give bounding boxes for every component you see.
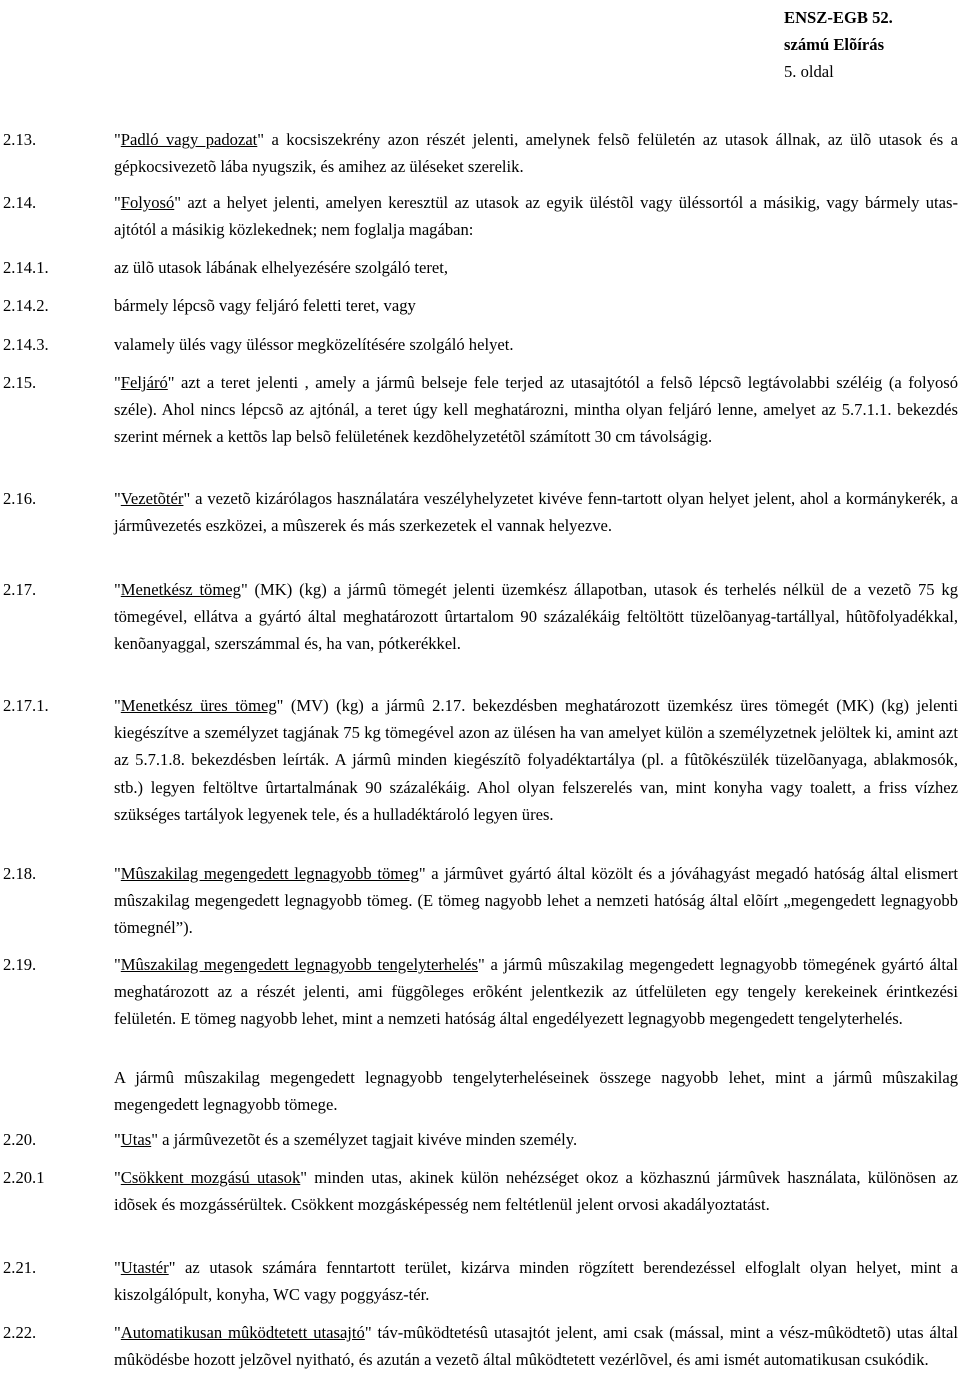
- definition-text: "Padló vagy padozat" a kocsiszekrény azon részét jelenti, amelynek felsõ felületén az utasok állnak, az ülõ utasok és a gépkocsivezetõ lába nyugszik, és amihez az üléseket szerelik.: [114, 130, 958, 177]
- definition-text: "Vezetõtér" a vezetõ kizárólagos használatára veszélyhelyzetet kivéve fenn-tartott olyan helyet jelent, ahol a kormánykerék, a jármûvezetés eszközei, a mûszerek és más szerkezetek el vannak helyezve.: [114, 489, 958, 536]
- section-number: 2.14.1.: [3, 258, 49, 277]
- section-number: 2.18.: [3, 864, 37, 883]
- definition-text: A jármû mûszakilag megengedett legnagyobb tengelyterheléseinek összege nagyobb lehet, mint a jármû mûszakilag megengedett legnagyobb tömege.: [114, 1068, 958, 1115]
- section-number: 2.16.: [3, 489, 37, 508]
- page-header: [784, 4, 942, 85]
- defined-term: Folyosó: [120, 193, 175, 212]
- section-number: 2.19.: [3, 955, 37, 974]
- defined-term: Utas: [120, 1130, 152, 1149]
- defined-term: Padló vagy padozat: [120, 130, 258, 149]
- definition-text: valamely ülés vagy üléssor megközelítésére szolgáló helyet.: [114, 335, 514, 354]
- definition-text: "Mûszakilag megengedett legnagyobb tengelyterhelés" a jármû mûszakilag megengedett legnagyobb tömegének gyártó által meghatározott az a részét jelenti, ami függõleges erõként jelentkezik az útfelületen egy tengely kerekeinek érintkezési felületén. E tömeg nagyobb lehet, mint a nemzeti hatóság által engedélyezett legnagyobb megengedett tengelyterhelés.: [114, 955, 959, 1029]
- definition-text: "Menetkész tömeg" (MK) (kg) a jármû tömegét jelenti üzemkész állapotban, utasok és terhelés nélkül de a vezetõ 75 kg tömegével, ellátva a gyártó által meghatározott ûrtartalom 90 százalékáig feltöltött tüzelõanyag-tartállyal, hûtõfolyadékkal, kenõanyaggal, szerszámmal és, ha van, pótkerékkel.: [114, 580, 958, 654]
- definition-text: "Folyosó" azt a helyet jelenti, amelyen keresztül az utasok az egyik üléstõl vagy üléssortól a másikig, vagy bármely utas-ajtótól a másikig közlekednek; nem foglalja magában:: [114, 193, 958, 240]
- defined-term: Menetkész tömeg: [120, 580, 241, 599]
- definition-text: "Menetkész üres tömeg" (MV) (kg) a jármû 2.17. bekezdésben meghatározott üzemkész üres tömegét (MK) (kg) jelenti kiegészítve a személyzet tagjának 75 kg tömegével azon az ülésen ha van amelyet külön a személyzetnek jelöltek ki, amint azt az 5.7.1.8. bekezdésben leírták. A jármû minden kiegészítõ folyadéktartálya (pl. a fûtõkészülék tüzelõanyaga, ablakmosók, stb.) legyen feltöltve ûrtartalmának 90 százalékáig. Ahol olyan felszerelés van, mint konyha vagy toalett, a friss vízhez szükséges tartályok legyenek tele, és a hulladéktároló legyen üres.: [114, 696, 958, 824]
- section-number: 2.22.: [3, 1323, 37, 1342]
- definition-text: "Utastér" az utasok számára fenntartott terület, kizárva minden rögzített berendezéssel elfoglalt olyan helyet, mint a kiszolgálópult, konyha, WC vagy poggyász-tér.: [114, 1258, 958, 1305]
- section-number: 2.13.: [3, 130, 37, 149]
- section-number: 2.15.: [3, 373, 37, 392]
- defined-term: Mûszakilag megengedett legnagyobb tömeg: [120, 864, 419, 883]
- defined-term: Mûszakilag megengedett legnagyobb tengelyterhelés: [120, 955, 478, 974]
- defined-term: Automatikusan mûködtetett utasajtó: [120, 1323, 365, 1342]
- definition-text: bármely lépcsõ vagy feljáró feletti teret, vagy: [114, 296, 416, 315]
- section-number: 2.17.: [3, 580, 37, 599]
- section-number: 2.14.3.: [3, 335, 49, 354]
- defined-term: Utastér: [120, 1258, 169, 1277]
- section-number: 2.20.1: [3, 1168, 45, 1187]
- defined-term: Feljáró: [120, 373, 168, 392]
- defined-term: Menetkész üres tömeg: [120, 696, 277, 715]
- definition-text: "Automatikusan mûködtetett utasajtó" táv-mûködtetésû utasajtót jelent, ami csak (mással, mint a vész-mûködtetõ) utas által mûködésbe hozott jelzõvel nyitható, és azután a vezetõ által mûködtetett vezérlõvel, és ami ismét automatikusan csukódik.: [114, 1323, 958, 1370]
- defined-term: Csökkent mozgású utasok: [120, 1168, 301, 1187]
- definition-text: "Csökkent mozgású utasok" minden utas, akinek külön nehézséget okoz a közhasznú jármûvek használata, különösen az idõsek és mozgássérültek. Csökkent mozgásképesség nem feltétlenül jelent orvosi akadályoztatást.: [114, 1168, 958, 1215]
- section-number: 2.17.1.: [3, 696, 49, 715]
- section-number: 2.14.: [3, 193, 37, 212]
- section-number: 2.14.2.: [3, 296, 49, 315]
- definition-text: az ülõ utasok lábának elhelyezésére szolgáló teret,: [114, 258, 449, 277]
- definition-text: "Feljáró" azt a teret jelenti , amely a jármû belseje fele terjed az utasajtótól a felsõ lépcsõ legtávolabbi széléig (a folyosó széle). Ahol nincs lépcsõ az ajtónál, a teret úgy kell meghatározni, mintha olyan feljáró lenne, amelyet az 5.7.1.1. bekezdés szerint mérnek a kettõs lap belsõ felületének kezdõhelyzetétõl számított 30 cm távolságig.: [114, 373, 958, 447]
- document-title: ENSZ-EGB 52. számú Elõírás: [784, 8, 893, 54]
- section-number: 2.21.: [3, 1258, 37, 1277]
- definition-text: "Utas" a jármûvezetõt és a személyzet tagjait kivéve minden személy.: [114, 1130, 578, 1149]
- page-number: 5. oldal: [784, 62, 834, 81]
- definition-text: "Mûszakilag megengedett legnagyobb tömeg" a jármûvet gyártó által közölt és a jóváhagyást megadó hatóság által elismert mûszakilag megengedett legnagyobb tömeg. (E tömeg nagyobb lehet a nemzeti hatóság által elõírt „megengedett legnagyobb tömegnél”).: [114, 864, 958, 938]
- section-number: 2.20.: [3, 1130, 37, 1149]
- defined-term: Vezetõtér: [120, 489, 184, 508]
